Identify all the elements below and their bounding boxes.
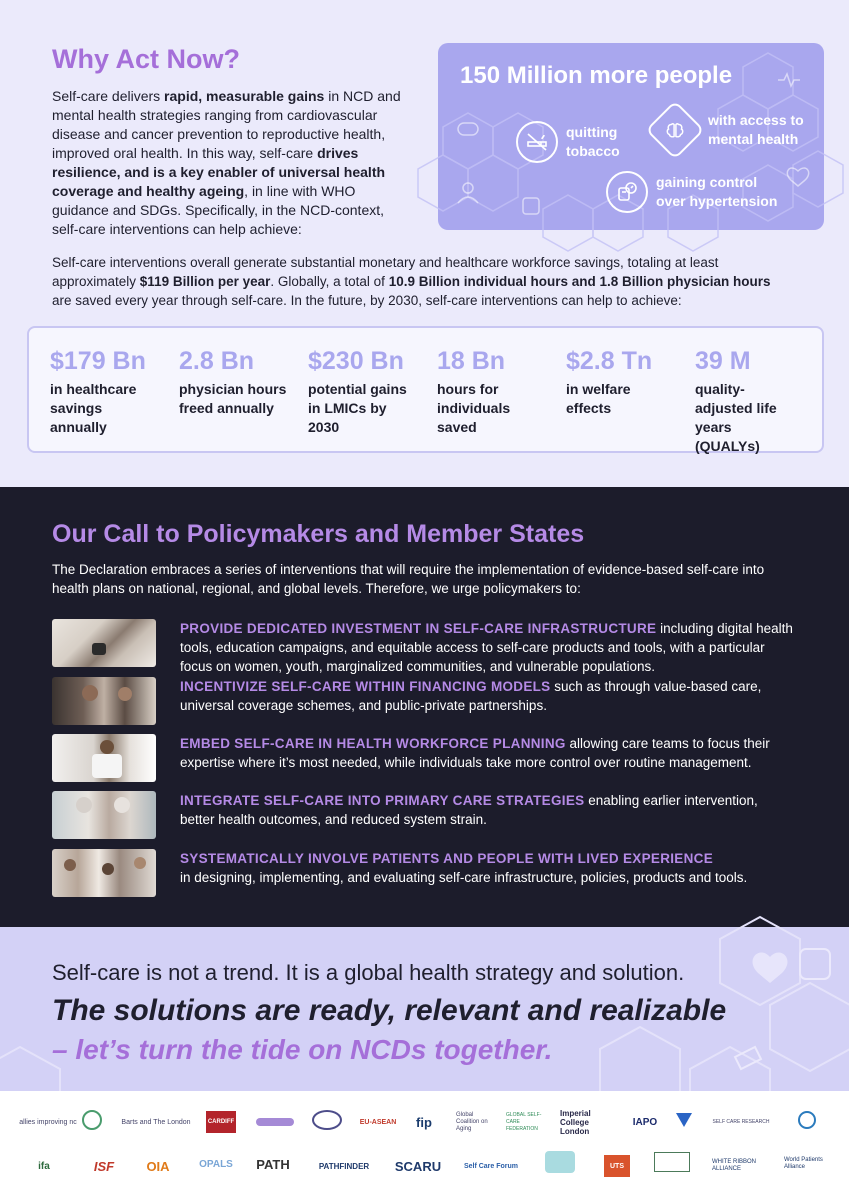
recommendation-body: allowing care teams to focus their expertise where it’s most needed, while individuals take more control over routine management. xyxy=(180,736,770,770)
closing-section xyxy=(0,927,849,1091)
logo-seal xyxy=(310,1109,344,1131)
closing-statement: Self-care is not a trend. It is a global health strategy and solution. xyxy=(52,960,685,985)
logo-oia: OIA xyxy=(146,1158,170,1174)
photo-group-meeting xyxy=(52,849,156,897)
logo-global-coalition: Global Coalition on Aging xyxy=(456,1111,488,1132)
metric-label: physician hours freed annually xyxy=(179,381,287,416)
logo-isf: ISF xyxy=(93,1158,115,1174)
logo-pathfinder: PATHFINDER xyxy=(318,1161,370,1171)
metric-healthcare-savings xyxy=(50,346,165,437)
metric-value: 2.8 Bn xyxy=(179,347,255,375)
metric-lmic-gains xyxy=(308,346,428,437)
metric-value: $179 Bn xyxy=(50,347,146,375)
recommendation-body: such as through value-based care, universal coverage schemes, and public-private partnerships. xyxy=(180,679,762,713)
stat-card xyxy=(438,43,824,230)
why-paragraph: Self-care delivers rapid, measurable gains in NCD and mental health strategies ranging from cardiovascular disease and cancer prevention to reproductive health, improved oral health. In this way, self-care drives resilience, and is a key enabler of universal health coverage and healthy ageing, in line with WHO guidance and SDGs. Specifically, in the NCD-context, self-care interventions can help achieve: xyxy=(52,88,401,237)
logo-cardiff: CARDIFF xyxy=(206,1111,236,1133)
metric-label: potential gains in LMICs by 2030 xyxy=(308,381,407,435)
stat-card-title: 150 Million more people xyxy=(460,62,733,89)
logo-self-care-research: SELF CARE RESEARCH xyxy=(712,1119,770,1125)
photo-blood-pressure-check xyxy=(52,734,156,782)
logo-self-care-forum: Self Care Forum xyxy=(463,1162,519,1170)
logo-gscf: GLOBAL SELF-CARE FEDERATION xyxy=(506,1111,542,1132)
logo-allies: allies improving nc xyxy=(19,1118,77,1126)
savings-paragraph: Self-care interventions overall generate substantial monetary and healthcare workforce savings, totaling at least approximately $119 Billion per year. Globally, a total of 10.9 Billion individual hours and 1.8 Billion physician hours are saved every year through self-care. In the future, by 2030, self-care interventions can help to achieve: xyxy=(52,255,771,308)
stat-item-label: gaining control over hypertension xyxy=(656,174,778,209)
logo-imperial: Imperial College London xyxy=(560,1108,591,1136)
stat-item-tobacco xyxy=(516,121,636,163)
closing-tagline: – let’s turn the tide on NCDs together. xyxy=(52,1034,553,1065)
metric-physician-hours xyxy=(179,346,299,418)
recommendation-heading: EMBED SELF-CARE IN HEALTH WORKFORCE PLANNING xyxy=(180,736,566,751)
logo-path: PATH xyxy=(256,1156,290,1172)
logo-eu-asean: EU-ASEAN xyxy=(359,1118,397,1126)
logo-iapo: IAPO xyxy=(632,1116,658,1128)
logo-world-patients: World Patients Alliance xyxy=(784,1157,823,1170)
logo-uts: UTS xyxy=(604,1155,630,1177)
metric-qualys xyxy=(695,346,815,456)
stat-item-label: quitting tobacco xyxy=(566,124,620,159)
logo-v-mark xyxy=(672,1109,696,1131)
logo-white-ribbon: WHITE RIBBON ALLIANCE xyxy=(712,1159,757,1172)
recommendation-body: enabling earlier intervention, better health outcomes, and reduced system strain. xyxy=(180,793,758,827)
blood-pressure-icon xyxy=(606,171,648,213)
logo-building xyxy=(652,1151,692,1173)
logo-barts: Barts and The London xyxy=(121,1118,191,1126)
metric-label: in healthcare savings annually xyxy=(50,381,137,435)
metric-value: 39 M xyxy=(695,347,751,375)
photo-smartwatch xyxy=(52,619,156,667)
metric-label: quality-adjusted life years (QUALYs) xyxy=(695,381,777,454)
logo-pharmacists xyxy=(254,1111,296,1133)
logo-fip: fip xyxy=(416,1114,432,1130)
call-title: Our Call to Policymakers and Member States xyxy=(52,520,585,548)
photo-elderly-couple xyxy=(52,791,156,839)
recommendation-heading: SYSTEMATICALLY INVOLVE PATIENTS AND PEOPLE WITH LIVED EXPERIENCE xyxy=(180,851,714,866)
photo-consultation xyxy=(52,677,156,725)
logo-circle xyxy=(80,1109,104,1131)
why-act-now-section xyxy=(0,0,849,487)
stat-item-label: with access to mental health xyxy=(708,112,804,147)
metric-value: 18 Bn xyxy=(437,347,506,375)
recommendation-heading: PROVIDE DEDICATED INVESTMENT IN SELF-CARE INFRASTRUCTURE xyxy=(180,621,657,636)
metric-value: $2.8 Tn xyxy=(566,347,653,375)
logo-scaru: SCARU xyxy=(394,1158,442,1174)
why-title: Why Act Now? xyxy=(52,44,240,74)
recommendation-body: in designing, implementing, and evaluating self-care infrastructure, policies, products and tools. xyxy=(180,870,748,885)
logo-self-care-trust xyxy=(540,1151,580,1173)
recommendation-heading: INTEGRATE SELF-CARE INTO PRIMARY CARE STRATEGIES xyxy=(180,793,585,808)
closing-headline: The solutions are ready, relevant and realizable xyxy=(52,994,727,1027)
metric-individual-hours xyxy=(437,346,552,437)
call-to-policymakers-section xyxy=(0,487,849,927)
metric-value: $230 Bn xyxy=(308,347,404,375)
stat-item-mental-health xyxy=(654,109,808,151)
metric-welfare-effects xyxy=(566,346,681,418)
recommendation-body: including digital health tools, education campaigns, and equitable access to self-care products and tools, with a particular focus on women, youth, marginalized communities, and vulnerable populations. xyxy=(180,621,793,674)
recommendation-heading: INCENTIVIZE SELF-CARE WITHIN FINANCING MODELS xyxy=(180,679,551,694)
call-intro: The Declaration embraces a series of interventions that will require the implementation of evidence-based self-care into health plans on national, regional, and global levels. Therefore, we urge policymakers to: xyxy=(52,562,765,596)
metrics-panel xyxy=(27,326,824,453)
logo-globe xyxy=(786,1109,828,1131)
logo-ifa: ifa xyxy=(38,1160,50,1172)
metric-label: in welfare effects xyxy=(566,381,631,416)
no-smoking-icon xyxy=(516,121,558,163)
logo-opals: OPALS xyxy=(199,1158,233,1170)
brain-icon xyxy=(645,100,704,159)
partner-logos xyxy=(0,1091,849,1200)
stat-item-hypertension xyxy=(606,171,786,213)
metric-label: hours for individuals saved xyxy=(437,381,511,435)
